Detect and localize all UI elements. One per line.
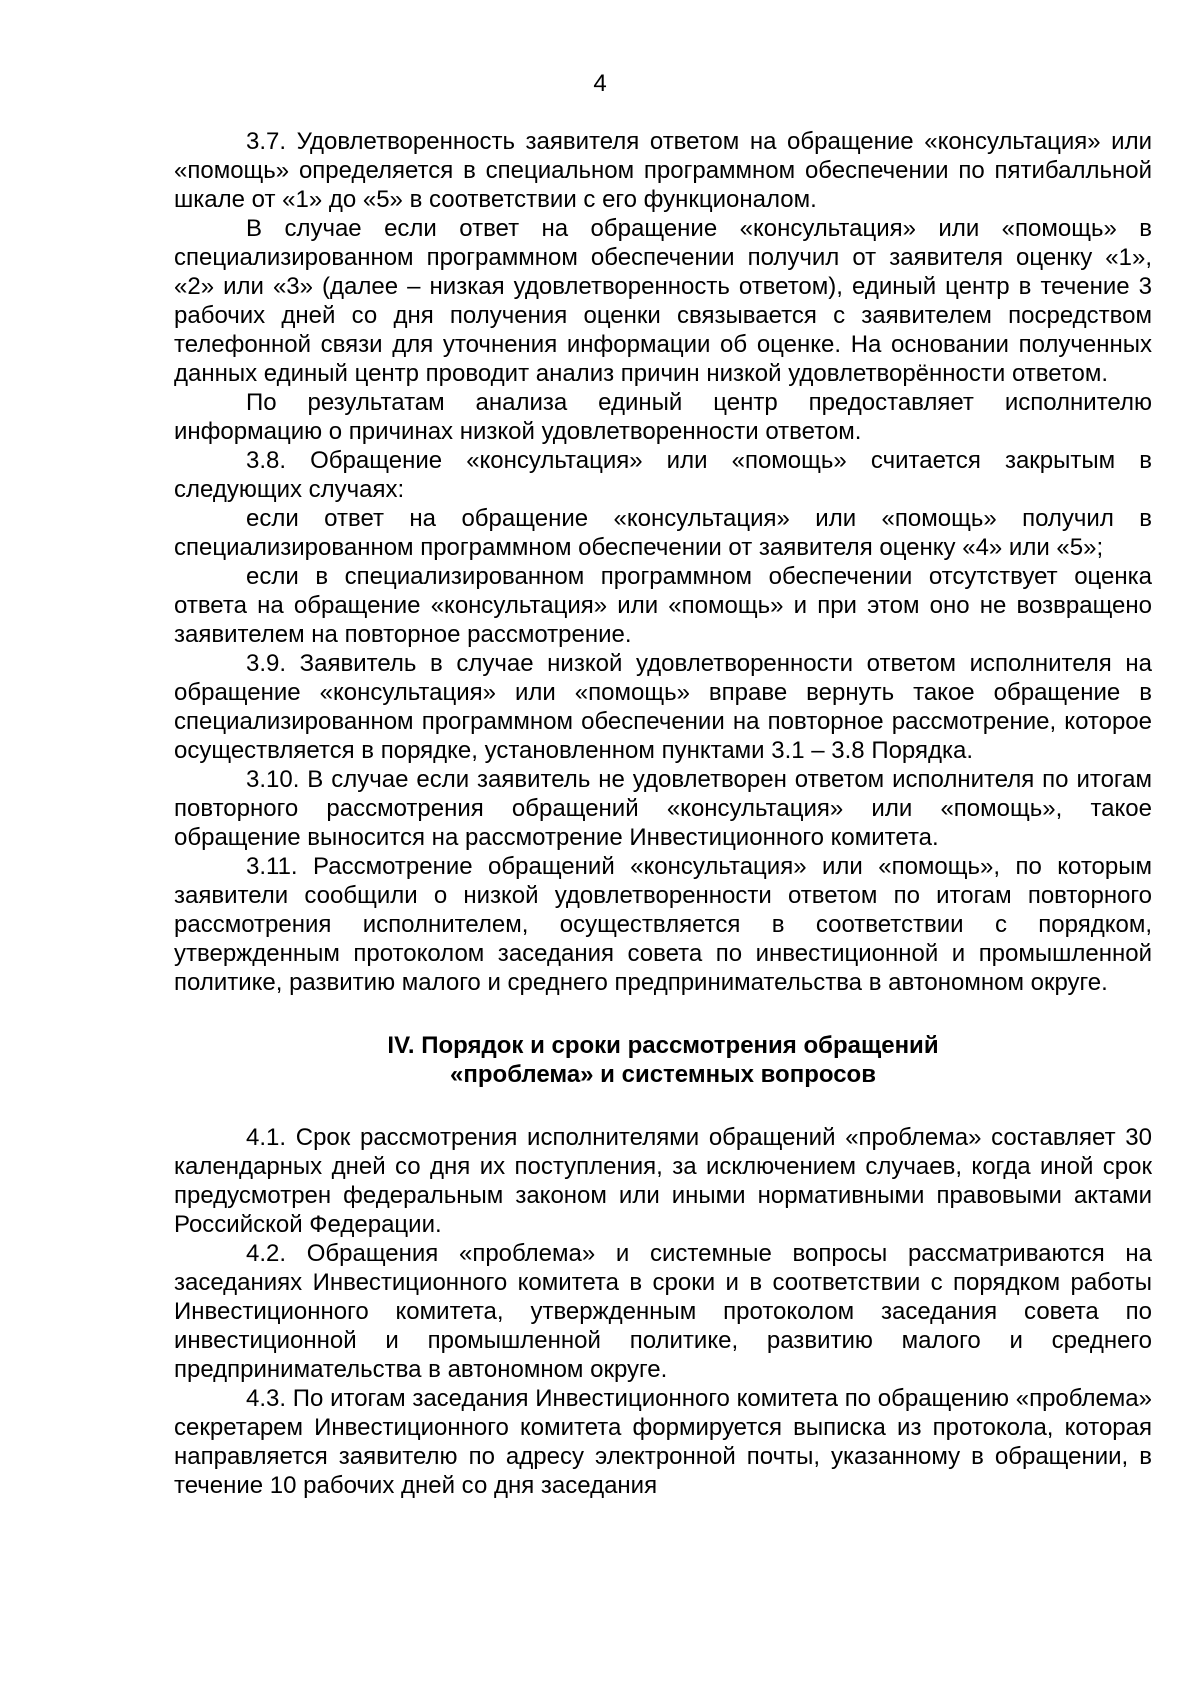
paragraph-3-9: 3.9. Заявитель в случае низкой удовлетворенности ответом исполнителя на обращение «консультация» или «помощь» вправе вернуть такое обращение в специализированном программном обеспечении на повторное рассмотрение, которое осуществляется в порядке, установленном пунктами 3.1 – 3.8 Порядка. [174, 650, 1152, 764]
section-spacer [174, 1089, 1152, 1123]
paragraph-3-10: 3.10. В случае если заявитель не удовлетворен ответом исполнителя по итогам повторного рассмотрения обращений «консультация» или «помощь», такое обращение выносится на рассмотрение Инвестиционного комитета. [174, 766, 1152, 851]
paragraph-3-8: 3.8. Обращение «консультация» или «помощь» считается закрытым в следующих случаях: [174, 447, 1152, 503]
page-number: 4 [593, 70, 607, 97]
paragraph-4-2: 4.2. Обращения «проблема» и системные вопросы рассматриваются на заседаниях Инвестиционного комитета в сроки и в соответствии с порядком работы Инвестиционного комитета, утвержденным протоколом заседания совета по инвестиционной и промышленной политике, развитию малого и среднего предпринимательства в автономном округе. [174, 1240, 1152, 1383]
paragraph-3-7: 3.7. Удовлетворенность заявителя ответом на обращение «консультация» или «помощь» определяется в специальном программном обеспечении по пятибалльной шкале от «1» до «5» в соответствии с его функционалом. [174, 128, 1152, 213]
paragraph-3-8-case-1: если ответ на обращение «консультация» или «помощь» получил в специализированном программном обеспечении от заявителя оценку «4» или «5»; [174, 505, 1152, 561]
paragraph-3-7-analysis: По результатам анализа единый центр предоставляет исполнителю информацию о причинах низкой удовлетворенности ответом. [174, 389, 1152, 445]
paragraph-3-11: 3.11. Рассмотрение обращений «консультация» или «помощь», по которым заявители сообщили о низкой удовлетворенности ответом по итогам повторного рассмотрения исполнителем, осуществляется в соответствии с порядком, утвержденным протоколом заседания совета по инвестиционной и промышленной политике, развитию малого и среднего предпринимательства в автономном округе. [174, 853, 1152, 996]
paragraph-4-3: 4.3. По итогам заседания Инвестиционного комитета по обращению «проблема» секретарем Инвестиционного комитета формируется выписка из протокола, которая направляется заявителю по адресу электронной почты, указанному в обращении, в течение 10 рабочих дней со дня заседания [174, 1385, 1152, 1499]
paragraph-3-8-case-2: если в специализированном программном обеспечении отсутствует оценка ответа на обращение «консультация» или «помощь» и при этом оно не возвращено заявителем на повторное рассмотрение. [174, 563, 1152, 648]
section-4-heading-line-2: «проблема» и системных вопросов [450, 1061, 876, 1088]
paragraph-3-7-low-rating: В случае если ответ на обращение «консультация» или «помощь» в специализированном программном обеспечении получил от заявителя оценку «1», «2» или «3» (далее – низкая удовлетворенность ответом), единый центр в течение 3 рабочих дней со дня получения оценки связывается с заявителем посредством телефонной связи для уточнения информации об оценке. На основании полученных данных единый центр проводит анализ причин низкой удовлетворённости ответом. [174, 215, 1152, 387]
document-body [174, 127, 1152, 1500]
section-4-heading-line-1: IV. Порядок и сроки рассмотрения обращений [387, 1032, 939, 1059]
paragraph-4-1: 4.1. Срок рассмотрения исполнителями обращений «проблема» составляет 30 календарных дней со дня их поступления, за исключением случаев, когда иной срок предусмотрен федеральным законом или иными нормативными правовыми актами Российской Федерации. [174, 1124, 1152, 1238]
section-4-heading [174, 1031, 1152, 1089]
